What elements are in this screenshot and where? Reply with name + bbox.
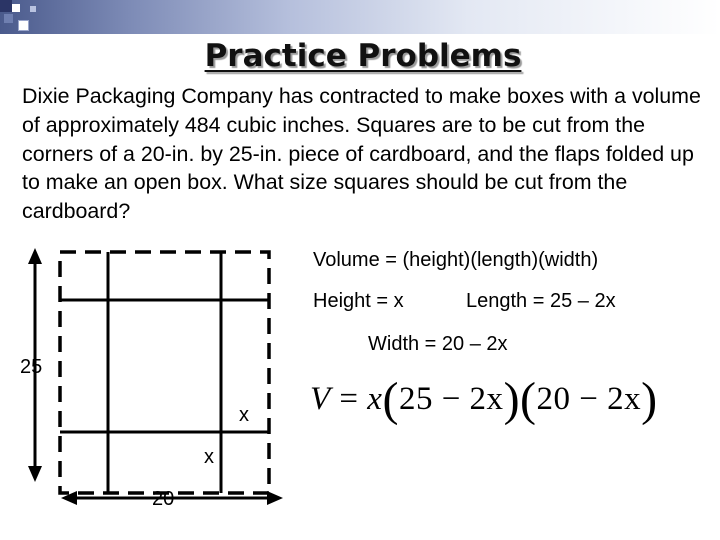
volume-formula: V = x(25 − 2x)(20 − 2x)	[310, 373, 658, 426]
cut-size-label-right: x	[239, 404, 249, 426]
height-definition: Height = x	[313, 290, 404, 312]
arrow-up-icon	[28, 248, 42, 264]
cut-size-label-bottom: x	[204, 446, 214, 468]
formula-volume-symbol: V	[310, 381, 331, 417]
formula-equals: =	[339, 381, 359, 417]
formula-length-factor: 25 − 2x	[398, 381, 504, 417]
arrow-down-icon	[28, 466, 42, 482]
slide-title: Practice Problems	[204, 38, 522, 74]
problem-statement: Dixie Packaging Company has contracted to make boxes with a volume of approximately 484 cubic inches. Squares are to be cut from the corners of a 20-in. by 25-in. piece of cardboard, and the flaps folded up to make an open box. What size squares should be cut from the cardboard?	[22, 84, 701, 224]
formula-height-factor: x	[367, 381, 383, 417]
volume-definition: Volume = (height)(length)(width)	[313, 249, 599, 271]
length-definition: Length = 25 – 2x	[466, 290, 616, 312]
width-definition: Width = 20 – 2x	[368, 333, 508, 355]
arrow-right-icon	[267, 491, 283, 505]
formula-width-factor: 20 − 2x	[536, 381, 642, 417]
cardboard-outline	[60, 252, 269, 493]
side-length-label: 25	[20, 356, 43, 378]
bottom-length-label: 20	[152, 488, 175, 510]
